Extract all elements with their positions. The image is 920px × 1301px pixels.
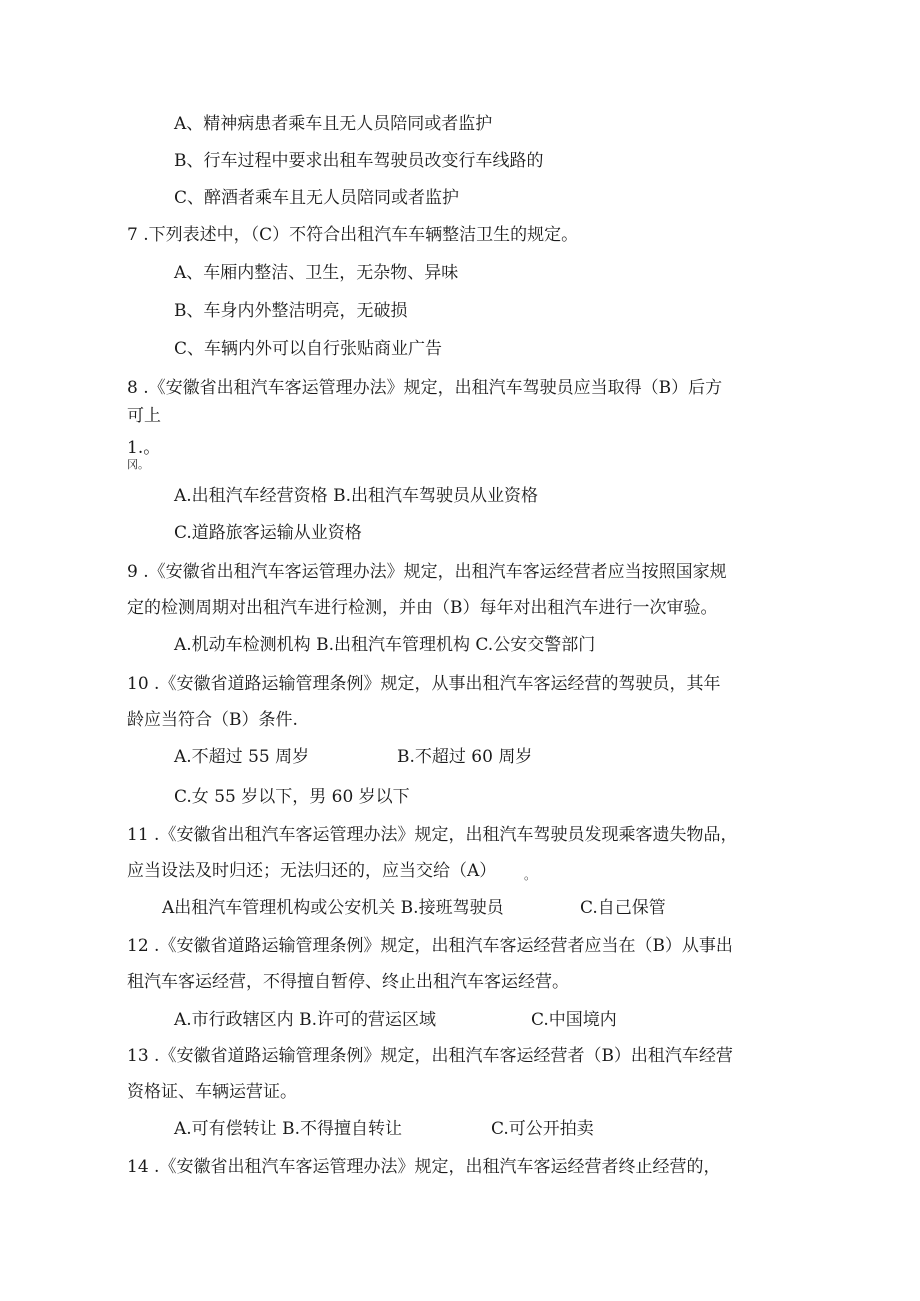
q14-stem-line1: 14 .《安徽省出租汽车客运管理办法》规定，出租汽车客运经营者终止经营的， [127,1157,721,1177]
q11-stem-tail: 。 [524,868,537,882]
q10-option-b: B.不超过 60 周岁 [397,747,533,767]
q8-options-line2: C.道路旅客运输从业资格 [174,523,362,543]
q11-option-c: C.自己保管 [580,898,666,918]
q8-fragment-1: 1.。 [127,438,161,458]
q9-stem-line1: 9 .《安徽省出租汽车客运管理办法》规定，出租汽车客运经营者应当按照国家规 [127,562,727,582]
q6-option-c: C、醉酒者乘车且无人员陪同或者监护 [174,188,460,208]
q8-stem-line2: 可上 [127,406,161,426]
q6-option-b: B、行车过程中要求出租车驾驶员改变行车线路的 [174,151,544,171]
q7-option-a: A、车厢内整洁、卫生，无杂物、异味 [174,263,459,283]
q10-stem-line2: 龄应当符合（B）条件. [127,710,298,730]
q13-option-ab: A.可有偿转让 B.不得擅自转让 [174,1119,402,1139]
q6-option-a: A、精神病患者乘车且无人员陪同或者监护 [174,114,493,134]
q13-stem-line1: 13 .《安徽省道路运输管理条例》规定，出租汽车客运经营者（B）出租汽车经营 [127,1046,733,1066]
q12-option-ab: A.市行政辖区内 B.许可的营运区域 [174,1010,436,1030]
q12-option-c: C.中国境内 [531,1010,617,1030]
q11-option-ab: A出租汽车管理机构或公安机关 B.接班驾驶员 [162,898,504,918]
q11-stem-line2: 应当设法及时归还；无法归还的，应当交给（A） [127,861,497,881]
q7-option-b: B、车身内外整洁明亮，无破损 [174,301,408,321]
q7-stem: 7 .下列表述中，（C）不符合出租汽车车辆整洁卫生的规定。 [127,225,579,245]
q11-stem-line1: 11 .《安徽省出租汽车客运管理办法》规定，出租汽车驾驶员发现乘客遗失物品， [127,825,738,845]
q8-fragment-2: 冈。 [127,458,149,471]
q9-options: A.机动车检测机构 B.出租汽车管理机构 C.公安交警部门 [174,635,596,655]
q9-stem-line2: 定的检测周期对出租汽车进行检测，并由（B）每年对出租汽车进行一次审验。 [127,598,718,618]
q10-option-c: C.女 55 岁以下，男 60 岁以下 [174,787,410,807]
q10-stem-line1: 10 .《安徽省道路运输管理条例》规定，从事出租汽车客运经营的驾驶员，其年 [127,674,721,694]
q7-option-c: C、车辆内外可以自行张贴商业广告 [174,339,443,359]
q12-stem-line2: 租汽车客运经营，不得擅自暂停、终止出租汽车客运经营。 [127,972,569,992]
q13-stem-line2: 资格证、车辆运营证。 [127,1082,297,1102]
q12-stem-line1: 12 .《安徽省道路运输管理条例》规定，出租汽车客运经营者应当在（B）从事出 [127,936,733,956]
q8-options-line1: A.出租汽车经营资格 B.出租汽车驾驶员从业资格 [174,486,538,506]
q13-option-c: C.可公开拍卖 [491,1119,594,1139]
q8-stem-line1: 8 .《安徽省出租汽车客运管理办法》规定，出租汽车驾驶员应当取得（B）后方 [127,378,723,398]
q10-option-a: A.不超过 55 周岁 [174,747,310,767]
